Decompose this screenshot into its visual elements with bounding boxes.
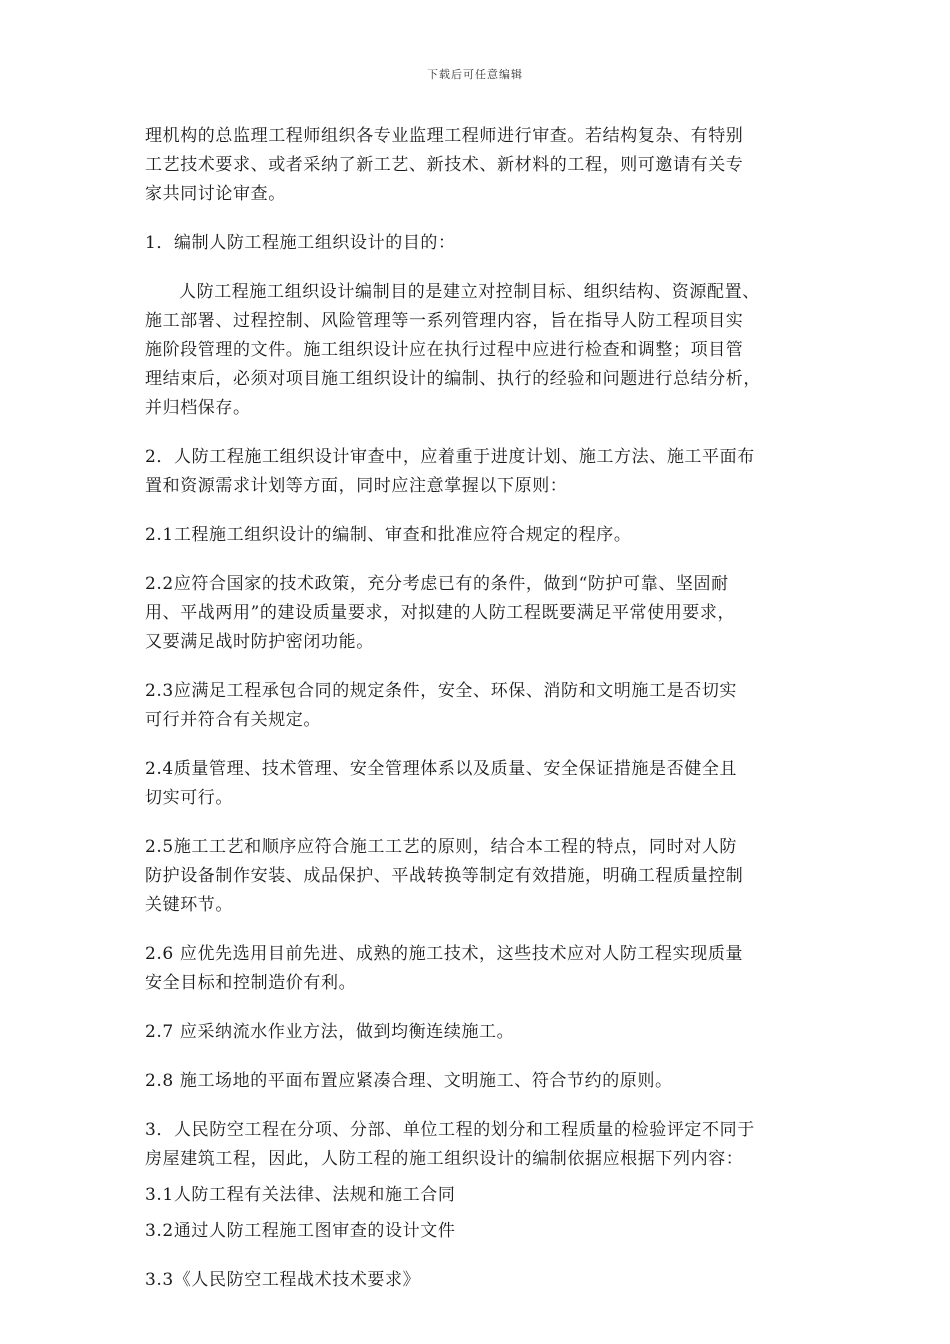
text-line: 2．人防工程施工组织设计审查中，应着重于进度计划、施工方法、施工平面布 xyxy=(145,447,755,467)
item-2-7 xyxy=(145,1018,810,1047)
paragraph-intro xyxy=(145,122,810,209)
text-line: 工艺技术要求、或者采纳了新工艺、新技术、新材料的工程，则可邀请有关专 xyxy=(145,155,744,175)
document-body xyxy=(145,122,810,1315)
text-line: 1．编制人防工程施工组织设计的目的： xyxy=(145,233,456,253)
text-line: 切实可行。 xyxy=(145,788,233,808)
item-2-4 xyxy=(145,755,810,813)
text-line: 2.5施工工艺和顺序应符合施工工艺的原则，结合本工程的特点，同时对人防 xyxy=(145,837,738,857)
text-line: 施工部署、过程控制、风险管理等一系列管理内容，旨在指导人防工程项目实 xyxy=(145,311,744,331)
text-line: 2.8 施工场地的平面布置应紧凑合理、文明施工、符合节约的原则。 xyxy=(145,1071,673,1091)
item-2-1 xyxy=(145,521,810,550)
text-line: 理结束后，必须对项目施工组织设计的编制、执行的经验和问题进行总结分析， xyxy=(145,369,761,389)
text-line: 置和资源需求计划等方面，同时应注意掌握以下原则： xyxy=(145,476,568,496)
item-2-8 xyxy=(145,1067,810,1096)
text-line: 3.3《人民防空工程战术技术要求》 xyxy=(145,1270,421,1290)
item-2-5 xyxy=(145,833,810,920)
item-3-1 xyxy=(145,1181,810,1210)
text-line: 又要满足战时防护密闭功能。 xyxy=(145,632,374,652)
page-header: 下载后可任意编辑 xyxy=(427,68,523,81)
text-line: 关键环节。 xyxy=(145,895,233,915)
text-line: 2.7 应采纳流水作业方法，做到均衡连续施工。 xyxy=(145,1022,515,1042)
text-line: 2.2应符合国家的技术政策，充分考虑已有的条件，做到“防护可靠、坚固耐 xyxy=(145,574,729,594)
paragraph-purpose xyxy=(145,278,810,423)
text-line: 防护设备制作安装、成品保护、平战转换等制定有效措施，明确工程质量控制 xyxy=(145,866,744,886)
text-line: 理机构的总监理工程师组织各专业监理工程师进行审查。若结构复杂、有特别 xyxy=(145,126,744,146)
item-3-2 xyxy=(145,1217,810,1246)
text-line: 2.1工程施工组织设计的编制、审查和批准应符合规定的程序。 xyxy=(145,525,632,545)
text-line: 3.2通过人防工程施工图审查的设计文件 xyxy=(145,1221,456,1241)
text-line: 房屋建筑工程，因此，人防工程的施工组织设计的编制依据应根据下列内容： xyxy=(145,1149,744,1169)
text-line: 3.1人防工程有关法律、法规和施工合同 xyxy=(145,1185,456,1205)
text-line: 人防工程施工组织设计编制目的是建立对控制目标、组织结构、资源配置、 xyxy=(179,282,760,302)
text-line: 2.3应满足工程承包合同的规定条件，安全、环保、消防和文明施工是否切实 xyxy=(145,681,738,701)
item-2-3 xyxy=(145,677,810,735)
text-line: 2.6 应优先选用目前先进、成熟的施工技术，这些技术应对人防工程实现质量 xyxy=(145,944,744,964)
section-heading-3 xyxy=(145,1116,810,1174)
item-3-3 xyxy=(145,1266,810,1295)
text-line: 3．人民防空工程在分项、分部、单位工程的划分和工程质量的检验评定不同于 xyxy=(145,1120,755,1140)
item-2-2 xyxy=(145,570,810,657)
text-line: 家共同讨论审查。 xyxy=(145,184,286,204)
text-line: 并归档保存。 xyxy=(145,398,251,418)
text-line: 用、平战两用”的建设质量要求，对拟建的人防工程既要满足平常使用要求， xyxy=(145,603,736,623)
item-2-6 xyxy=(145,940,810,998)
section-heading-1 xyxy=(145,229,810,258)
section-heading-2 xyxy=(145,443,810,501)
text-line: 可行并符合有关规定。 xyxy=(145,710,321,730)
text-line: 施阶段管理的文件。施工组织设计应在执行过程中应进行检查和调整；项目管 xyxy=(145,340,744,360)
text-line: 2.4质量管理、技术管理、安全管理体系以及质量、安全保证措施是否健全且 xyxy=(145,759,738,779)
text-line: 安全目标和控制造价有利。 xyxy=(145,973,357,993)
